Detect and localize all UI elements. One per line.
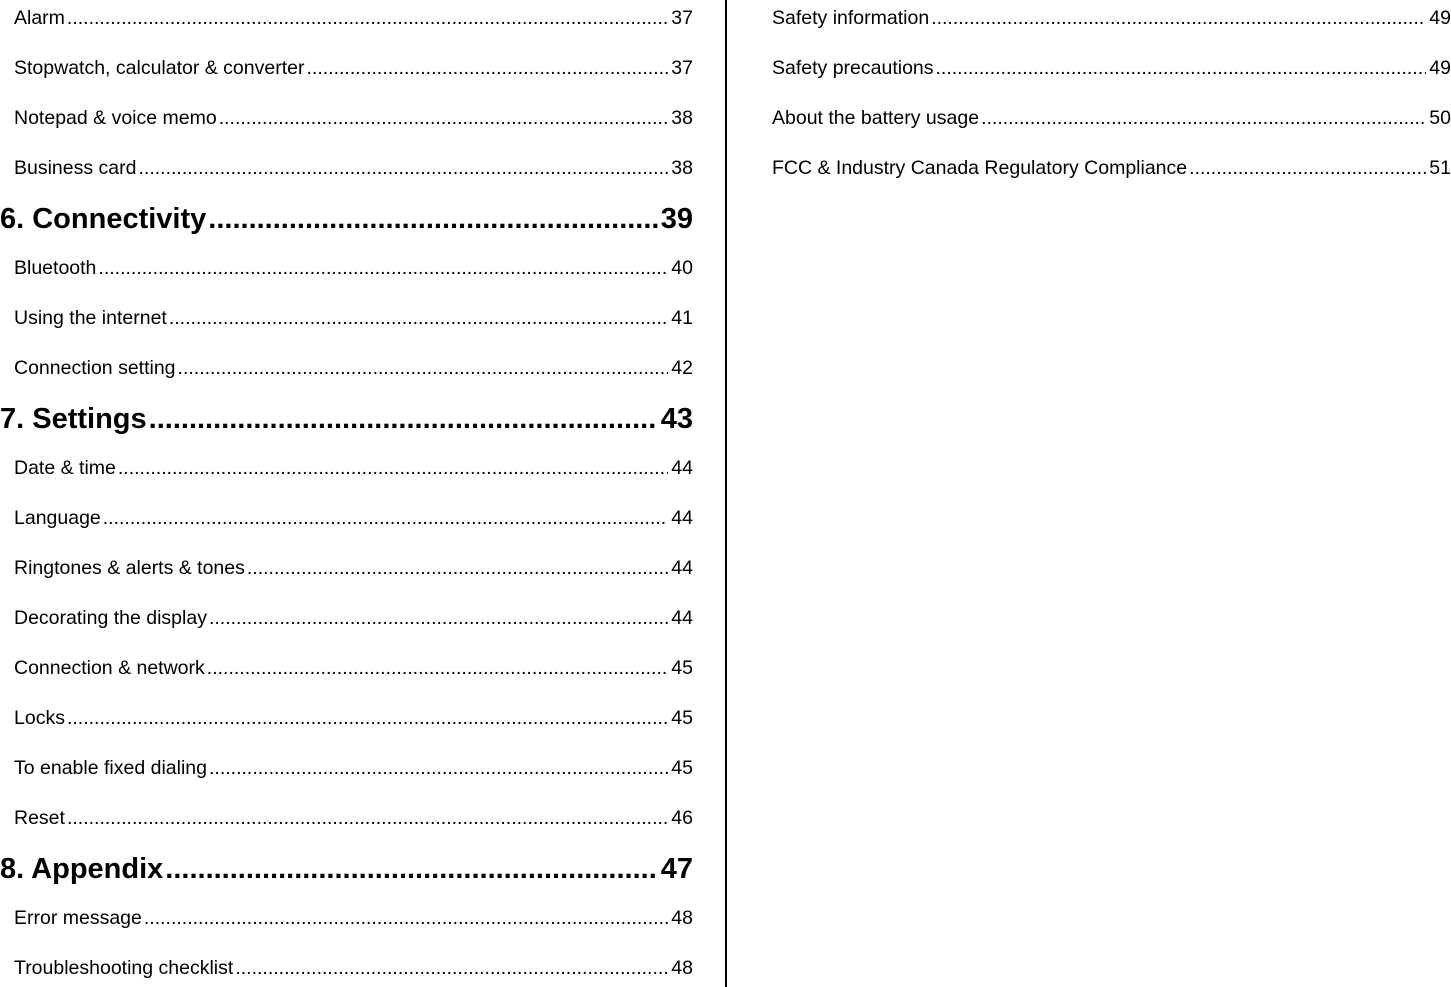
toc-entry-page: 44 xyxy=(671,457,693,479)
dot-leader xyxy=(247,555,668,581)
dot-leader xyxy=(144,905,668,931)
toc-chapter-page: 47 xyxy=(660,853,693,885)
dot-leader xyxy=(178,355,669,381)
dot-leader xyxy=(138,155,668,181)
toc-entry-business-card[interactable] xyxy=(14,155,693,181)
toc-entry-page: 38 xyxy=(671,157,693,179)
dot-leader xyxy=(67,805,668,831)
dot-leader xyxy=(118,455,668,481)
toc-chapter-appendix[interactable] xyxy=(0,851,693,887)
toc-entry-title: Connection setting xyxy=(14,357,176,379)
toc-entry-safety-precautions[interactable] xyxy=(772,55,1451,81)
toc-entry-title: Language xyxy=(14,507,101,529)
toc-entry-title: Safety precautions xyxy=(772,57,934,79)
toc-chapter-page: 39 xyxy=(660,203,693,235)
dot-leader xyxy=(235,955,668,981)
toc-entry-language[interactable] xyxy=(14,505,693,531)
toc-entry-page: 44 xyxy=(671,507,693,529)
toc-entry-title: FCC & Industry Canada Regulatory Compliance xyxy=(772,157,1188,179)
toc-entry-date-time[interactable] xyxy=(14,455,693,481)
toc-entry-title: Stopwatch, calculator & converter xyxy=(14,57,305,79)
toc-entry-page: 41 xyxy=(671,307,693,329)
toc-entry-page: 45 xyxy=(671,707,693,729)
dot-leader xyxy=(67,705,668,731)
toc-entry-page: 42 xyxy=(671,357,693,379)
toc-entry-fcc-compliance[interactable] xyxy=(772,155,1451,181)
toc-entry-page: 51 xyxy=(1429,157,1451,179)
toc-entry-locks[interactable] xyxy=(14,705,693,731)
dot-leader xyxy=(209,755,668,781)
toc-entry-title: Notepad & voice memo xyxy=(14,107,217,129)
dot-leader xyxy=(306,55,668,81)
toc-entry-alarm[interactable] xyxy=(14,5,693,31)
toc-entry-stopwatch[interactable] xyxy=(14,55,693,81)
toc-entry-reset[interactable] xyxy=(14,805,693,831)
toc-chapter-page: 43 xyxy=(660,403,693,435)
toc-entry-page: 45 xyxy=(671,657,693,679)
column-divider xyxy=(725,0,727,987)
toc-entry-page: 38 xyxy=(671,107,693,129)
toc-entry-title: Ringtones & alerts & tones xyxy=(14,557,245,579)
toc-entry-bluetooth[interactable] xyxy=(14,255,693,281)
toc-entry-page: 48 xyxy=(671,957,693,979)
toc-entry-title: Bluetooth xyxy=(14,257,97,279)
dot-leader xyxy=(98,255,668,281)
toc-entry-page: 50 xyxy=(1429,107,1451,129)
dot-leader xyxy=(208,201,657,237)
toc-entry-title: Troubleshooting checklist xyxy=(14,957,234,979)
toc-entry-page: 49 xyxy=(1429,7,1451,29)
toc-entry-title: Locks xyxy=(14,707,65,729)
toc-entry-page: 40 xyxy=(671,257,693,279)
toc-entry-title: Business card xyxy=(14,157,137,179)
toc-entry-page: 46 xyxy=(671,807,693,829)
dot-leader xyxy=(936,55,1427,81)
toc-entry-page: 44 xyxy=(671,607,693,629)
dot-leader xyxy=(67,5,668,31)
toc-entry-display[interactable] xyxy=(14,605,693,631)
toc-entry-internet[interactable] xyxy=(14,305,693,331)
toc-entry-title: Date & time xyxy=(14,457,116,479)
toc-entry-error-message[interactable] xyxy=(14,905,693,931)
dot-leader xyxy=(219,105,669,131)
dot-leader xyxy=(209,605,668,631)
toc-entry-title: To enable fixed dialing xyxy=(14,757,207,779)
toc-chapter-title: 6. Connectivity xyxy=(0,203,207,235)
dot-leader xyxy=(169,305,668,331)
toc-entry-title: Error message xyxy=(14,907,142,929)
toc-entry-page: 37 xyxy=(671,7,693,29)
toc-entry-connection-setting[interactable] xyxy=(14,355,693,381)
toc-entry-title: Safety information xyxy=(772,7,930,29)
toc-entry-title: About the battery usage xyxy=(772,107,980,129)
toc-entry-page: 48 xyxy=(671,907,693,929)
toc-entry-safety-information[interactable] xyxy=(772,5,1451,31)
toc-entry-title: Connection & network xyxy=(14,657,205,679)
toc-chapter-title: 8. Appendix xyxy=(0,853,164,885)
toc-entry-page: 37 xyxy=(671,57,693,79)
dot-leader xyxy=(931,5,1426,31)
dot-leader xyxy=(207,655,669,681)
toc-chapter-settings[interactable] xyxy=(0,401,693,437)
toc-entry-title: Reset xyxy=(14,807,65,829)
dot-leader xyxy=(103,505,669,531)
toc-entry-connection-network[interactable] xyxy=(14,655,693,681)
toc-entry-fixed-dialing[interactable] xyxy=(14,755,693,781)
toc-entry-title: Using the internet xyxy=(14,307,167,329)
toc-entry-troubleshooting[interactable] xyxy=(14,955,693,981)
dot-leader xyxy=(981,105,1426,131)
toc-entry-page: 44 xyxy=(671,557,693,579)
dot-leader xyxy=(149,401,658,437)
dot-leader xyxy=(1189,155,1426,181)
toc-chapter-title: 7. Settings xyxy=(0,403,147,435)
toc-entry-title: Alarm xyxy=(14,7,65,29)
toc-entry-notepad[interactable] xyxy=(14,105,693,131)
toc-entry-page: 49 xyxy=(1429,57,1451,79)
toc-entry-battery-usage[interactable] xyxy=(772,105,1451,131)
toc-entry-page: 45 xyxy=(671,757,693,779)
dot-leader xyxy=(165,851,657,887)
toc-entry-title: Decorating the display xyxy=(14,607,207,629)
toc-entry-ringtones[interactable] xyxy=(14,555,693,581)
toc-chapter-connectivity[interactable] xyxy=(0,201,693,237)
